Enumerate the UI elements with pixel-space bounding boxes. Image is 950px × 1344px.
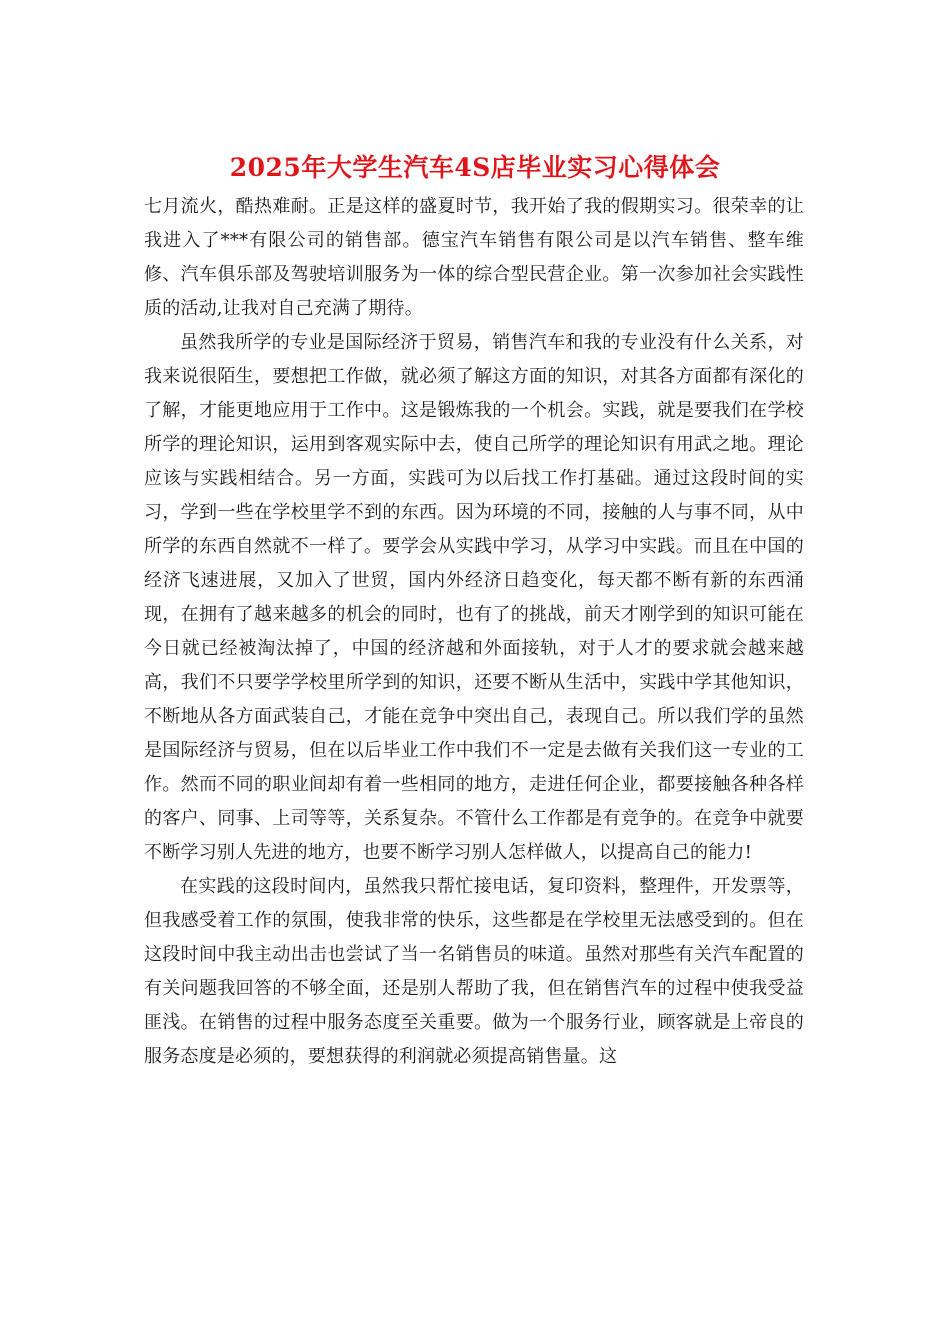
document-body [144, 190, 804, 1074]
paragraph-1: 七月流火，酷热难耐。正是这样的盛夏时节，我开始了我的假期实习。很荣幸的让我进入了***有限公司的销售部。德宝汽车销售有限公司是以汽车销售、整车维修、汽车俱乐部及驾驶培训服务为一体的综合型民营企业。第一次参加社会实践性质的活动,让我对自己充满了期待。 [144, 196, 804, 319]
paragraph-3: 在实践的这段时间内，虽然我只帮忙接电话，复印资料，整理件，开发票等，但我感受着工作的氛围，使我非常的快乐，这些都是在学校里无法感受到的。但在这段时间中我主动出击也尝试了当一名销售员的味道。虽然对那些有关汽车配置的有关问题我回答的不够全面，还是别人帮助了我，但在销售汽车的过程中使我受益匪浅。在销售的过程中服务态度至关重要。做为一个服务行业，顾客就是上帝良的服务态度是必须的，要想获得的利润就必须提高销售量。这 [144, 876, 804, 1067]
document-title: 2025年大学生汽车4S店毕业实习心得体会 [229, 153, 721, 182]
paragraph-2: 虽然我所学的专业是国际经济于贸易，销售汽车和我的专业没有什么关系，对我来说很陌生，要想把工作做，就必须了解这方面的知识，对其各方面都有深化的了解，才能更地应用于工作中。这是锻炼我的一个机会。实践，就是要我们在学校所学的理论知识，运用到客观实际中去，使自己所学的理论知识有用武之地。理论应该与实践相结合。另一方面，实践可为以后找工作打基础。通过这段时间的实习，学到一些在学校里学不到的东西。因为环境的不同，接触的人与事不同，从中所学的东西自然就不一样了。要学会从实践中学习，从学习中实践。而且在中国的经济飞速进展，又加入了世贸，国内外经济日趋变化，每天都不断有新的东西涌现，在拥有了越来越多的机会的同时，也有了的挑战，前天才刚学到的知识可能在今日就已经被淘汰掉了，中国的经济越和外面接轨，对于人才的要求就会越来越高，我们不只要学学校里所学到的知识，还要不断从生活中，实践中学其他知识，不断地从各方面武装自己，才能在竞争中突出自己，表现自己。所以我们学的虽然是国际经济与贸易，但在以后毕业工作中我们不一定是去做有关我们这一专业的工作。然而不同的职业间却有着一些相同的地方，走进任何企业，都要接触各种各样的客户、同事、上司等等，关系复杂。不管什么工作都是有竞争的。在竞争中就要不断学习别人先进的地方，也要不断学习别人怎样做人，以提高自己的能力! [144, 332, 804, 863]
